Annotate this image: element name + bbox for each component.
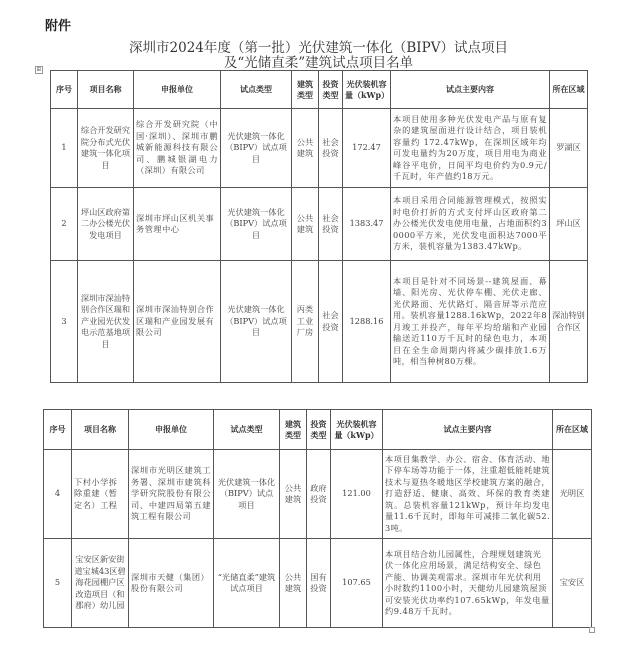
document-title-line1: 深圳市2024年度（第一批）光伏建筑一体化（BIPV）试点项目	[129, 40, 508, 56]
header-district: 所在区域	[550, 71, 588, 109]
cell-project-name: 深圳市深汕特别合作区瑞和产业园光伏发电示范基地项目	[78, 261, 134, 383]
cell-pilot-type: 光伏建筑一体化（BIPV）试点项目	[221, 261, 292, 383]
table-header-row	[44, 410, 592, 450]
header-applicant: 申报单位	[129, 410, 214, 450]
cell-capacity: 1288.16	[343, 261, 391, 383]
table-row	[51, 188, 588, 261]
cell-capacity: 172.47	[343, 109, 391, 188]
cell-investment-type: 政府投资	[307, 450, 331, 539]
table-header-row	[51, 71, 588, 109]
table-row	[51, 109, 588, 188]
cell-no: 5	[44, 539, 72, 628]
cell-content: 本项目是针对不同场景--建筑屋面、幕墙、阳光房、光伏停车棚、光伏走廊、光伏路面、光伏路灯、隔音屏等示范应用。装机容量1288.16kWp，2022年8月竣工并投产，每年平均给瑞和产业园输送近110万千瓦时的绿色电力，本项目在全生命周期内将减少碳排放1.6万吨，相当种树80万棵。	[391, 261, 550, 383]
cell-pilot-type: “光储直柔”建筑试点项目	[214, 539, 280, 628]
header-content: 试点主要内容	[391, 71, 550, 109]
cell-no: 2	[51, 188, 78, 261]
cell-district: 光明区	[553, 450, 592, 539]
cell-district: 宝安区	[553, 539, 592, 628]
cell-investment-type: 国有投资	[307, 539, 331, 628]
header-project-name: 项目名称	[78, 71, 134, 109]
cell-capacity: 121.00	[331, 450, 383, 539]
cell-content: 本项目使用多种光伏发电产品与原有复杂的建筑屋面进行设计结合，项目装机容量约 172.47kWp，在深圳区域年均可发电量约为20万度，项目用电为商业峰谷平电价，日间平均电价约为0.9元/千瓦时，年产值约18万元。	[391, 109, 550, 188]
cell-no: 1	[51, 109, 78, 188]
header-pilot-type: 试点类型	[214, 410, 280, 450]
table-resize-handle[interactable]	[589, 627, 595, 633]
cell-building-type: 公共建筑	[280, 450, 307, 539]
cell-district: 坪山区	[550, 188, 588, 261]
cell-capacity: 1383.47	[343, 188, 391, 261]
cell-applicant: 深圳市坪山区机关事务管理中心	[134, 188, 221, 261]
header-investment-type: 投资类型	[307, 410, 331, 450]
cell-district: 罗湖区	[550, 109, 588, 188]
header-building-type: 建筑类型	[292, 71, 319, 109]
cell-pilot-type: 光伏建筑一体化（BIPV）试点项目	[221, 188, 292, 261]
cell-project-name: 宝安区新安街道宝城43区碧海花园棚户区改造项目（和郡府）幼儿园	[72, 539, 129, 628]
header-content: 试点主要内容	[383, 410, 553, 450]
header-capacity: 光伏装机容量（kWp）	[331, 410, 383, 450]
cell-pilot-type: 光伏建筑一体化（BIPV）试点项目	[221, 109, 292, 188]
cell-project-name: 综合开发研究院分布式光伏建筑一体化项目	[78, 109, 134, 188]
attachment-label: 附件	[45, 19, 72, 34]
document-title-line2: 及“光储直柔”建筑试点项目名单	[223, 55, 414, 71]
cell-building-type: 公共建筑	[280, 539, 307, 628]
cell-pilot-type: 光伏建筑一体化（BIPV）试点项目	[214, 450, 280, 539]
table-row	[44, 539, 592, 628]
cell-district: 深汕特别合作区	[550, 261, 588, 383]
cell-building-type: 公共建筑	[292, 109, 319, 188]
cell-applicant: 深圳市光明区建筑工务署、深圳市建筑科学研究院股份有限公司、中建四局第五建筑工程有限公司	[129, 450, 214, 539]
table-row	[44, 450, 592, 539]
cell-content: 本项目集教学、办公、宿舍、体育活动、地下停车场等功能于一体，注重超低能耗建筑技术与夏热冬暖地区学校建筑方案的融合，打造舒适、健康、高效、环保的教育类建筑。总装机容量121kWp，预计年均发电量11.6千瓦时，即每年可减排二氧化碳52.3吨。	[383, 450, 553, 539]
cell-capacity: 107.65	[331, 539, 383, 628]
cell-applicant: 综合开发研究院（中国·深圳）、深圳市鹏城新能源科技有限公司、鹏城银湖电力（深圳）有限公司	[134, 109, 221, 188]
header-project-name: 项目名称	[72, 410, 129, 450]
table-row	[51, 261, 588, 383]
header-capacity: 光伏装机容量（kWp）	[343, 71, 391, 109]
cell-no: 4	[44, 450, 72, 539]
cell-applicant: 深圳市天健（集团）股份有限公司	[129, 539, 214, 628]
header-investment-type: 投资类型	[319, 71, 343, 109]
header-building-type: 建筑类型	[280, 410, 307, 450]
cell-investment-type: 社会投资	[319, 261, 343, 383]
header-pilot-type: 试点类型	[221, 71, 292, 109]
header-no: 序号	[44, 410, 72, 450]
cell-project-name: 坪山区政府第二办公楼光伏发电项目	[78, 188, 134, 261]
header-no: 序号	[51, 71, 78, 109]
cell-content: 本项目采用合同能源管理模式，按照实时电价打折的方式支付坪山区政府第二办公楼光伏发电使用电量，占地面积约30000平方米，光伏发电面积达7000平方米，装机容量为1383.47kWp。	[391, 188, 550, 261]
cell-building-type: 丙类工业厂房	[292, 261, 319, 383]
cell-investment-type: 社会投资	[319, 188, 343, 261]
cell-no: 3	[51, 261, 78, 383]
table-move-handle-icon[interactable]: ⊞	[36, 66, 42, 73]
header-district: 所在区域	[553, 410, 592, 450]
pilot-projects-table-page1	[50, 70, 588, 383]
cell-project-name: 下村小学拆除重建（暂定名）工程	[72, 450, 129, 539]
cell-applicant: 深圳市深汕特别合作区瑞和产业园发展有限公司	[134, 261, 221, 383]
cell-content: 本项目结合幼儿园属性，合理规划建筑光伏一体化应用场景，满足结构安全、绿色产能、协调美观需求。深圳市年光伏利用小时数约1100小时，天健幼儿园建筑屋顶可安装光伏功率约107.65kWp，年发电量约9.48万千瓦时。	[383, 539, 553, 628]
cell-investment-type: 社会投资	[319, 109, 343, 188]
cell-building-type: 公共建筑	[292, 188, 319, 261]
header-applicant: 申报单位	[134, 71, 221, 109]
pilot-projects-table-page2	[43, 409, 592, 628]
